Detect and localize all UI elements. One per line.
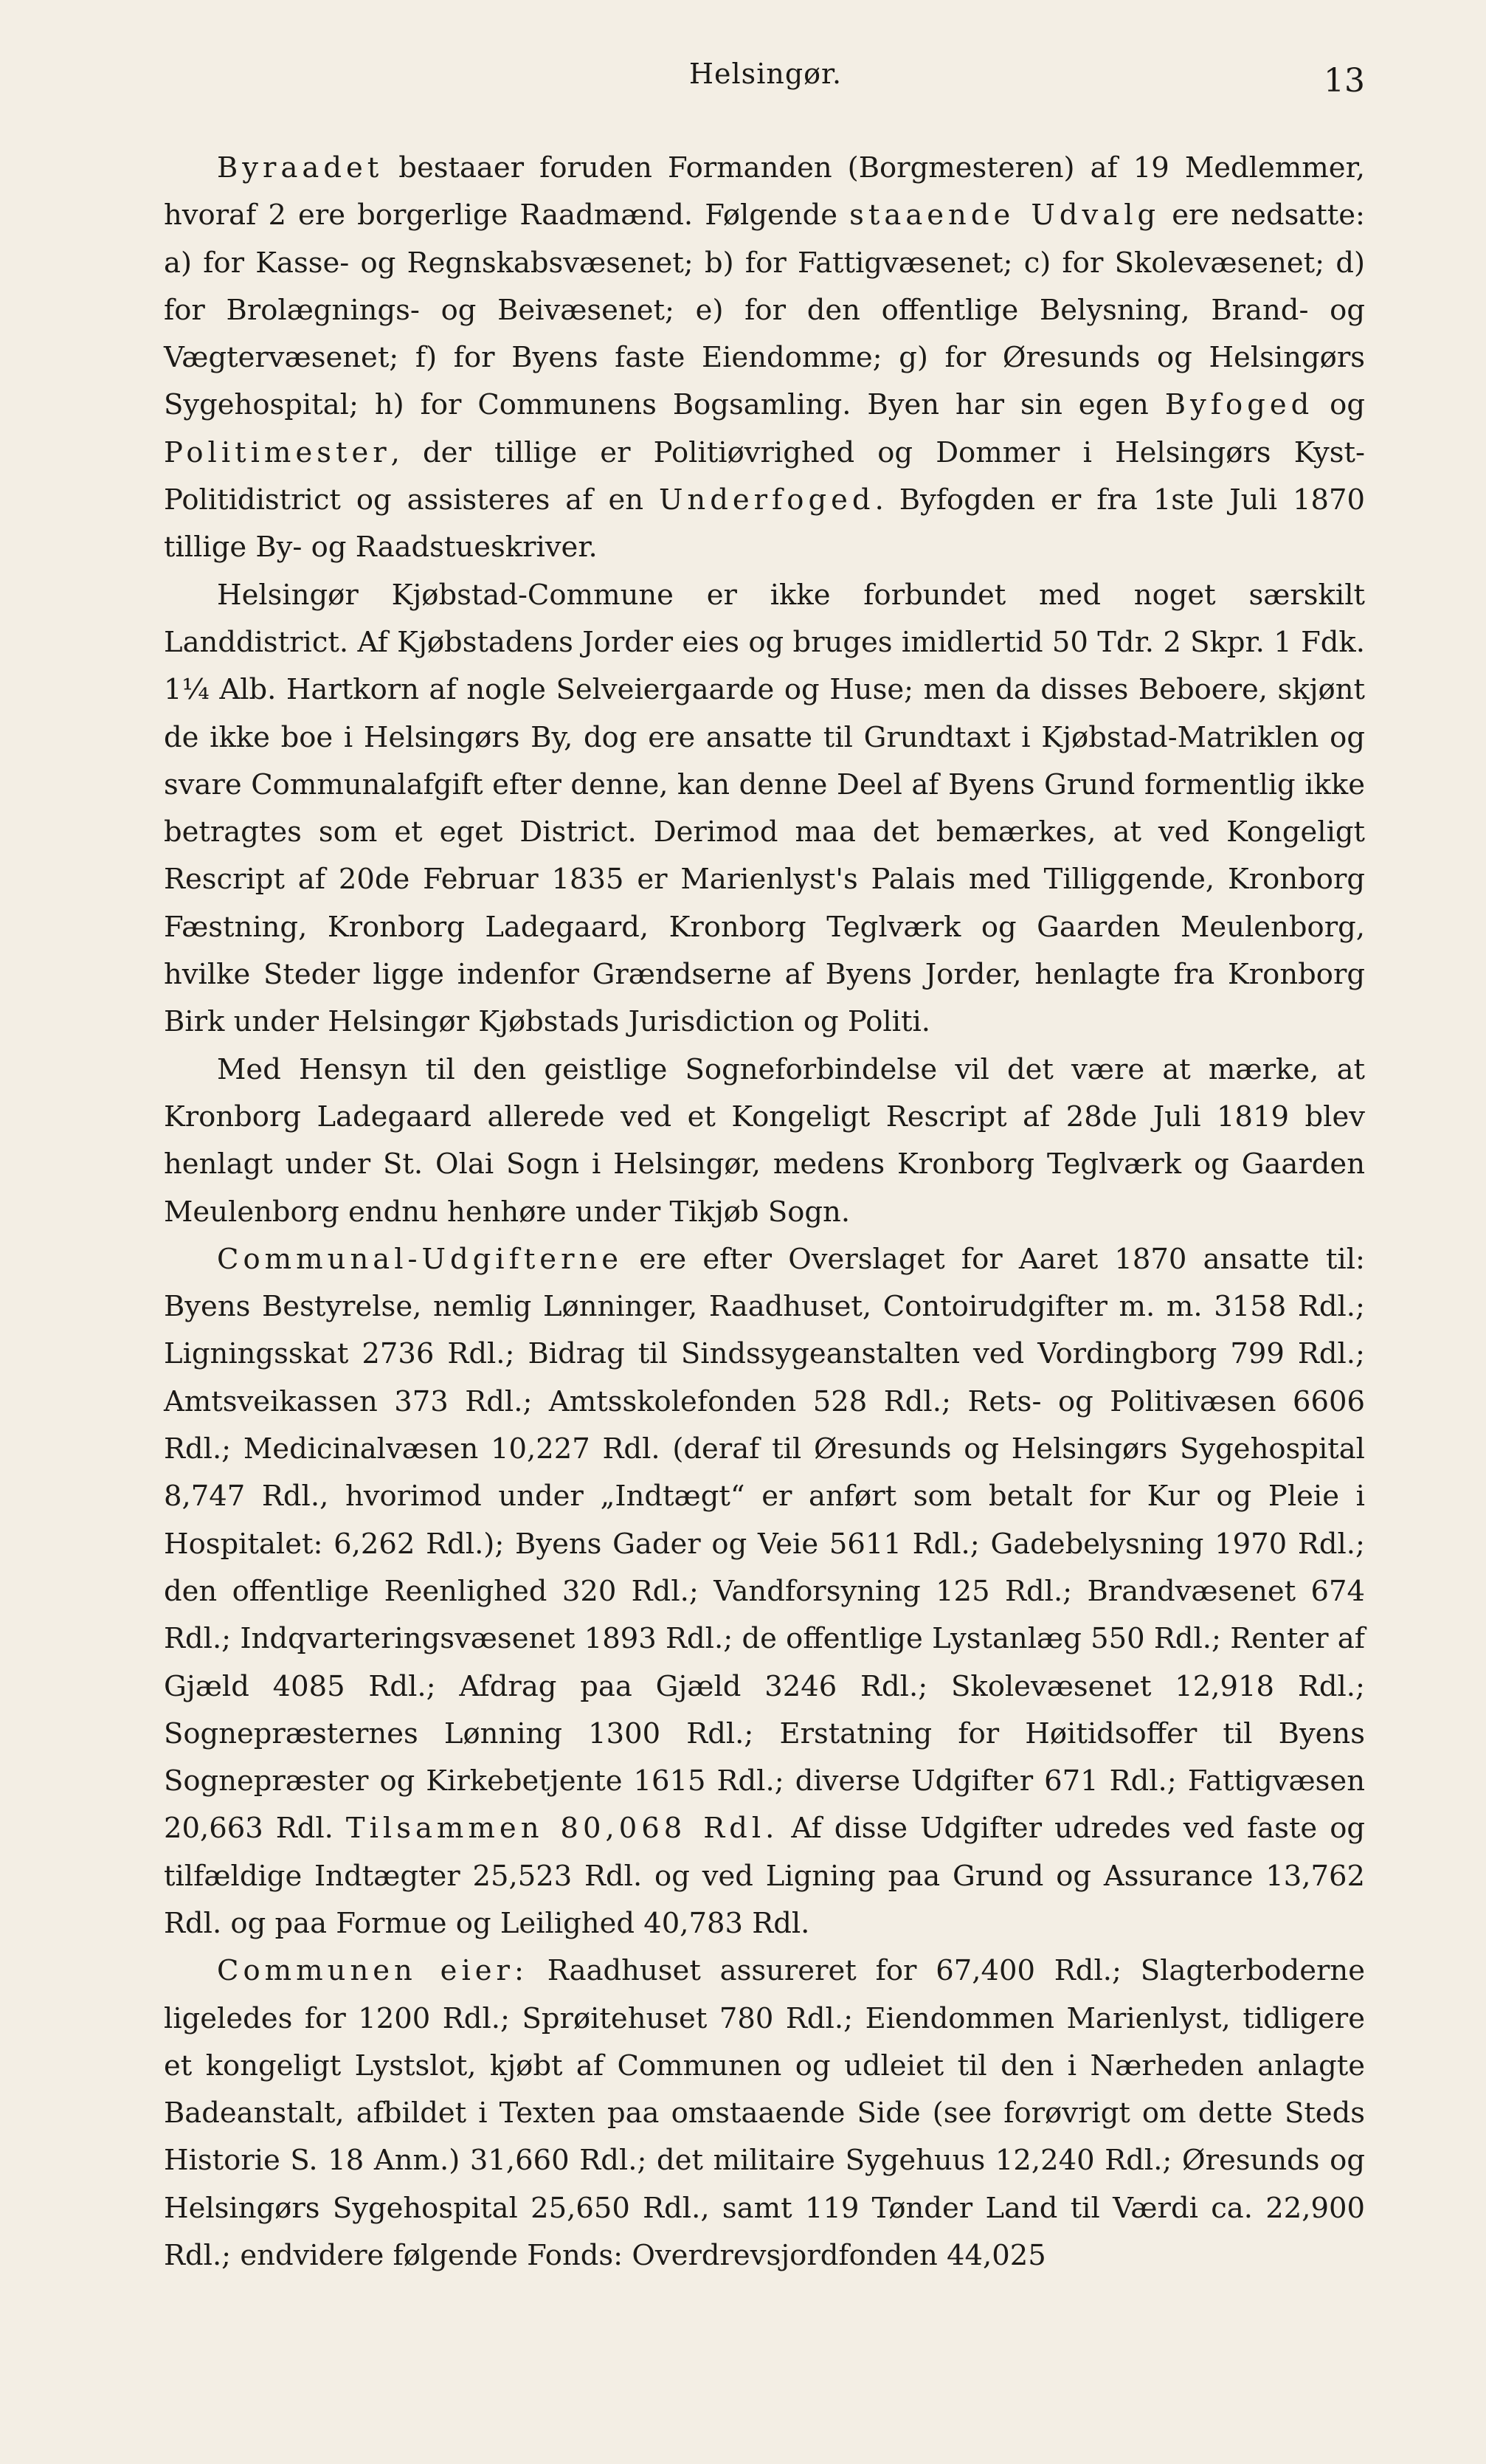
text-run: Af disse Udgifter udredes ved faste og tilfældige Indtægter 25,523 Rdl. og ved Ligning paa Grund og Assurance 13,762 Rdl. og paa Formue og Leilighed 40,783 Rdl. [164, 1812, 1366, 1940]
running-title: Helsingør. [688, 58, 843, 90]
text-run: , der tillige er Politiøvrighed og Dommer i Helsingørs Kyst-Politidistrict og assisteres af en [164, 435, 1365, 517]
paragraph-sogneforbindelse [164, 1046, 1365, 1236]
text-run: Helsingør Kjøbstad-Commune er ikke forbundet med noget særskilt Landdistrict. Af Kjøbstadens Jorder eies og bruges imidlertid 50 Tdr. 2 Skpr. 1 Fdk. 1¼ Alb. Hartkorn af nogle Selveiergaarde og Huse; men da disses Beboere, skjønt de ikke boe i Helsingørs By, dog ere ansatte til Grundtaxt i Kjøbstad-Matriklen og svare Communalafgift efter denne, kan denne Deel af Byens Grund formentlig ikke betragtes som et eget District. Derimod maa det bemærkes, at ved Kongeligt Rescript af 20de Februar 1835 er Marienlyst's Palais med Tilliggende, Kronborg Fæstning, Kronborg Ladegaard, Kronborg Teglværk og Gaarden Meulenborg, hvilke Steder ligge indenfor Grændserne af Byens Jorder, henlagte fra Kronborg Birk under Helsingør Kjøbstads Jurisdiction og Politi. [164, 578, 1365, 1039]
spaced-emphasis: Byfoged [1164, 388, 1314, 422]
text-run: Raadhuset assureret for 67,400 Rdl.; Slagterboderne ligeledes for 1200 Rdl.; Sprøitehuset 780 Rdl.; Eiendommen Marienlyst, tidligere et kongeligt Lystslot, kjøbt af Communen og udleiet til den i Nærheden anlagte Badeanstalt, afbildet i Texten paa omstaaende Side (see forøvrigt om dette Steds Historie S. 18 Anm.) 31,660 Rdl.; det militaire Sygehuus 12,240 Rdl.; Øresunds og Helsingørs Sygehospital 25,650 Rdl., samt 119 Tønder Land til Værdi ca. 22,900 Rdl.; endvidere følgende Fonds: Overdrevsjordfonden 44,025 [164, 1954, 1365, 2273]
text-run: . Byfogden er fra 1ste Juli 1870 tillige By- og Raadstueskriver. [164, 483, 1365, 565]
spaced-emphasis: Communen eier: [217, 1954, 528, 1988]
running-header [166, 58, 1365, 109]
paragraph-byraadet [164, 145, 1365, 572]
spaced-emphasis: Byraadet [217, 151, 384, 184]
text-run: og [1313, 388, 1366, 422]
spaced-emphasis: Politimester [164, 435, 391, 469]
page-number: 13 [1324, 62, 1365, 100]
text-run: bestaaer foruden Formanden (Borgmesteren) af 19 Medlemmer, hvoraf 2 ere borgerlige Raadmænd. Følgende [164, 151, 1365, 232]
spaced-emphasis: staaende Udvalg [849, 199, 1161, 232]
spaced-emphasis: Communal-Udgifterne [217, 1242, 623, 1276]
spaced-emphasis: Tilsammen 80,068 Rdl. [345, 1812, 779, 1846]
text-run: Med Hensyn til den geistlige Sogneforbindelse vil det være at mærke, at Kronborg Ladegaard allerede ved et Kongeligt Rescript af 28de Juli 1819 blev henlagt under St. Olai Sogn i Helsingør, medens Kronborg Teglværk og Gaarden Meulenborg endnu henhøre under Tikjøb Sogn. [164, 1052, 1365, 1229]
paragraph-kjobstad-commune [164, 572, 1365, 1046]
body-text [164, 145, 1365, 2280]
paragraph-communen-eier [164, 1947, 1365, 2280]
text-run: ere efter Overslaget for Aaret 1870 ansatte til: Byens Bestyrelse, nemlig Lønninger, Raadhuset, Contoirudgifter m. m. 3158 Rdl.; Ligningsskat 2736 Rdl.; Bidrag til Sindssygeanstalten ved Vordingborg 799 Rdl.; Amtsveikassen 373 Rdl.; Amtsskolefonden 528 Rdl.; Rets- og Politivæsen 6606 Rdl.; Medicinalvæsen 10,227 Rdl. (deraf til Øresunds og Helsingørs Sygehospital 8,747 Rdl., hvorimod under „Indtægt“ er anført som betalt for Kur og Pleie i Hospitalet: 6,262 Rdl.); Byens Gader og Veie 5611 Rdl.; Gadebelysning 1970 Rdl.; den offentlige Reenlighed 320 Rdl.; Vandforsyning 125 Rdl.; Brandvæsenet 674 Rdl.; Indqvarteringsvæsenet 1893 Rdl.; de offentlige Lystanlæg 550 Rdl.; Renter af Gjæld 4085 Rdl.; Afdrag paa Gjæld 3246 Rdl.; Skolevæsenet 12,918 Rdl.; Sognepræsternes Lønning 1300 Rdl.; Erstatning for Høitidsoffer til Byens Sognepræster og Kirkebetjente 1615 Rdl.; diverse Udgifter 671 Rdl.; Fattigvæsen 20,663 Rdl. [164, 1242, 1365, 1846]
paragraph-communal-udgifter [164, 1236, 1365, 1947]
spaced-emphasis: Underfoged [658, 483, 875, 517]
text-run: ere nedsatte: a) for Kasse- og Regnskabsvæsenet; b) for Fattigvæsenet; c) for Skolevæsenet; d) for Brolægnings- og Beivæsenet; e) for den offentlige Belysning, Brand- og Vægtervæsenet; f) for Byens faste Eiendomme; g) for Øresunds og Helsingørs Sygehospital; h) for Communens Bogsamling. Byen har sin egen [164, 199, 1365, 422]
